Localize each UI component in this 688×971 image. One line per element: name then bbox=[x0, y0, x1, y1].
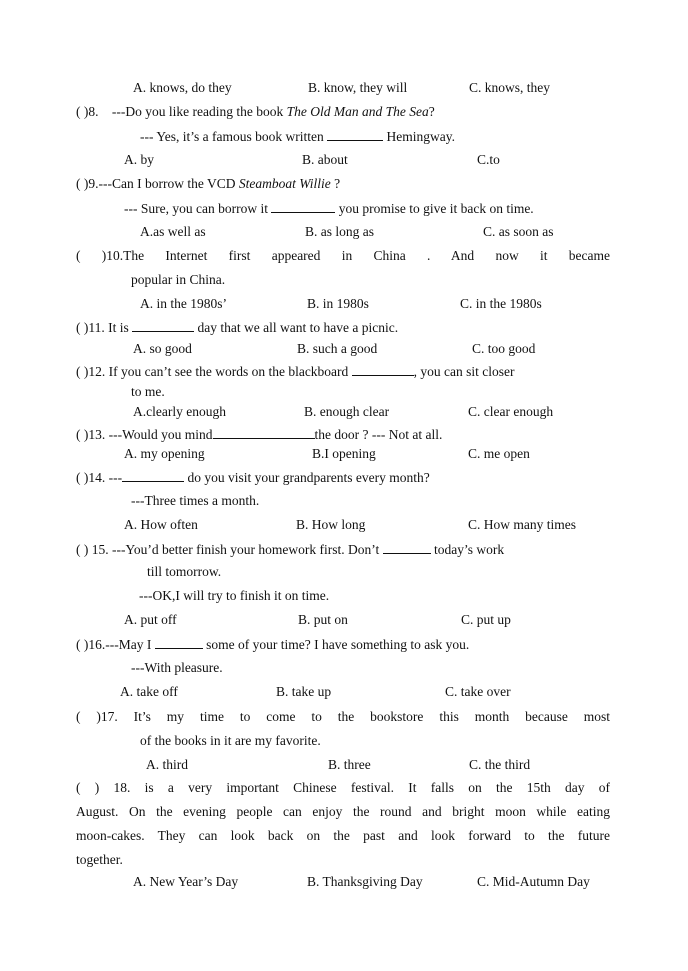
q8-line2-pre: --- Yes, it’s a famous book written bbox=[140, 129, 328, 144]
q13-stem: ---Would you mind bbox=[105, 427, 213, 442]
q18-option-c: C. Mid-Autumn Day bbox=[477, 874, 590, 889]
q11-option-a: A. so good bbox=[133, 341, 192, 356]
q14-number: ( )14. bbox=[76, 470, 106, 485]
q13-option-c: C. me open bbox=[468, 446, 530, 461]
q14-blank bbox=[122, 469, 184, 482]
question-14 bbox=[76, 469, 430, 486]
q17-line2: of the books in it are my favorite. bbox=[140, 733, 321, 748]
q8-number: ( )8. bbox=[76, 104, 99, 119]
q8-stem-end: ? bbox=[428, 104, 435, 119]
q15-stem-end: today’s work bbox=[430, 542, 505, 557]
q9-number: ( )9. bbox=[76, 176, 99, 191]
q10-number: ( )10. bbox=[76, 248, 124, 263]
q15-line2: till tomorrow. bbox=[147, 564, 222, 579]
q17-option-a: A. third bbox=[146, 757, 188, 772]
q13-blank bbox=[213, 426, 315, 439]
q8-blank bbox=[327, 128, 383, 141]
q14-stem-end: do you visit your grandparents every month? bbox=[184, 470, 430, 485]
q17-number: ( )17. bbox=[76, 709, 118, 724]
q9-line2 bbox=[124, 200, 534, 217]
q16-stem-end: some of your time? I have something to ask you. bbox=[202, 637, 470, 652]
q16-option-c: C. take over bbox=[445, 684, 511, 699]
q11-stem: It is bbox=[104, 320, 133, 335]
q12-stem: If you can’t see the words on the blackboard bbox=[105, 364, 352, 379]
question-9 bbox=[76, 176, 340, 192]
q8-option-a: A. by bbox=[124, 152, 154, 167]
q15-number: ( ) 15. bbox=[76, 542, 109, 557]
q15-line3: ---OK,I will try to finish it on time. bbox=[139, 588, 330, 603]
q9-line2-pre: --- Sure, you can borrow it bbox=[124, 201, 272, 216]
q12-option-c: C. clear enough bbox=[468, 404, 554, 419]
q14-option-a: A. How often bbox=[124, 517, 198, 532]
q9-line2-post: you promise to give it back on time. bbox=[335, 201, 534, 216]
q12-option-a: A.clearly enough bbox=[133, 404, 226, 419]
q17-option-b: B. three bbox=[328, 757, 371, 772]
question-18 bbox=[76, 780, 610, 796]
q18-line4: together. bbox=[76, 852, 123, 867]
q8-line2-post: Hemingway. bbox=[383, 129, 455, 144]
q7-option-c: C. knows, they bbox=[469, 80, 550, 95]
q9-option-c: C. as soon as bbox=[483, 224, 554, 239]
q11-option-b: B. such a good bbox=[297, 341, 378, 356]
q18-stem: is a very important Chinese festival. It falls on the 15th day of bbox=[144, 780, 610, 795]
q12-number: ( )12. bbox=[76, 364, 106, 379]
q9-blank bbox=[271, 200, 335, 213]
q12-line2: to me. bbox=[131, 384, 165, 399]
q16-stem: ---May I bbox=[105, 637, 155, 652]
q18-line2: August. On the evening people can enjoy the round and bright moon while eating bbox=[76, 804, 610, 819]
q8-book-title: The Old Man and The Sea bbox=[286, 104, 429, 119]
q10-stem-end: . And now it became bbox=[427, 248, 610, 263]
q18-number: ( ) 18. bbox=[76, 780, 131, 795]
q8-option-b: B. about bbox=[302, 152, 348, 167]
q10-line2: popular in China. bbox=[131, 272, 226, 287]
question-12 bbox=[76, 363, 515, 380]
q13-option-b: B.I opening bbox=[312, 446, 376, 461]
q16-number: ( )16. bbox=[76, 637, 106, 652]
q16-line2: ---With pleasure. bbox=[131, 660, 223, 675]
q9-option-b: B. as long as bbox=[305, 224, 374, 239]
q9-stem-end: ? bbox=[330, 176, 341, 191]
q11-blank bbox=[132, 319, 194, 332]
question-8 bbox=[76, 104, 435, 120]
q17-option-c: C. the third bbox=[469, 757, 531, 772]
q12-option-b: B. enough clear bbox=[304, 404, 390, 419]
q11-option-c: C. too good bbox=[472, 341, 536, 356]
question-16 bbox=[76, 636, 469, 653]
q15-option-c: C. put up bbox=[461, 612, 511, 627]
question-10 bbox=[76, 248, 610, 264]
q13-number: ( )13. bbox=[76, 427, 106, 442]
q11-stem-end: day that we all want to have a picnic. bbox=[194, 320, 399, 335]
q8-line2 bbox=[140, 128, 455, 145]
question-17 bbox=[76, 709, 610, 725]
q12-stem-end: , you can sit closer bbox=[413, 364, 515, 379]
q10-option-c: C. in the 1980s bbox=[460, 296, 542, 311]
q8-option-c: C.to bbox=[477, 152, 500, 167]
q9-option-a: A.as well as bbox=[140, 224, 206, 239]
q8-stem: ---Do you like reading the book bbox=[111, 104, 287, 119]
q7-option-b: B. know, they will bbox=[308, 80, 408, 95]
q17-stem: It’s my bbox=[117, 709, 200, 724]
q7-option-a: A. knows, do they bbox=[133, 80, 232, 95]
q9-vcd-title: Steamboat Willie bbox=[238, 176, 331, 191]
q17-stem-end: time to come to the bookstore this month because most bbox=[199, 709, 610, 724]
q16-blank bbox=[155, 636, 203, 649]
q11-number: ( )11. bbox=[76, 320, 105, 335]
q15-stem: ---You’d better finish your homework first. Don’t bbox=[108, 542, 383, 557]
q18-line3: moon-cakes. They can look back on the past and look forward to the future bbox=[76, 828, 610, 843]
q18-option-a: A. New Year’s Day bbox=[133, 874, 239, 889]
question-13 bbox=[76, 426, 442, 443]
q18-option-b: B. Thanksgiving Day bbox=[307, 874, 423, 889]
q14-line2: ---Three times a month. bbox=[131, 493, 260, 508]
q10-option-b: B. in 1980s bbox=[307, 296, 369, 311]
q13-option-a: A. my opening bbox=[124, 446, 205, 461]
question-11 bbox=[76, 319, 398, 336]
q16-option-b: B. take up bbox=[276, 684, 332, 699]
q14-option-b: B. How long bbox=[296, 517, 366, 532]
q10-option-a: A. in the 1980s’ bbox=[140, 296, 227, 311]
question-15 bbox=[76, 541, 504, 558]
q15-option-b: B. put on bbox=[298, 612, 348, 627]
q14-option-c: C. How many times bbox=[468, 517, 576, 532]
q12-blank bbox=[352, 363, 414, 376]
q10-stem: The Internet first appeared in China bbox=[123, 248, 428, 263]
q16-option-a: A. take off bbox=[120, 684, 178, 699]
q15-blank bbox=[383, 541, 431, 554]
q13-stem-end: the door ? --- Not at all. bbox=[314, 427, 443, 442]
q15-option-a: A. put off bbox=[124, 612, 177, 627]
q9-stem: ---Can I borrow the VCD bbox=[98, 176, 239, 191]
q14-stem: --- bbox=[105, 470, 123, 485]
